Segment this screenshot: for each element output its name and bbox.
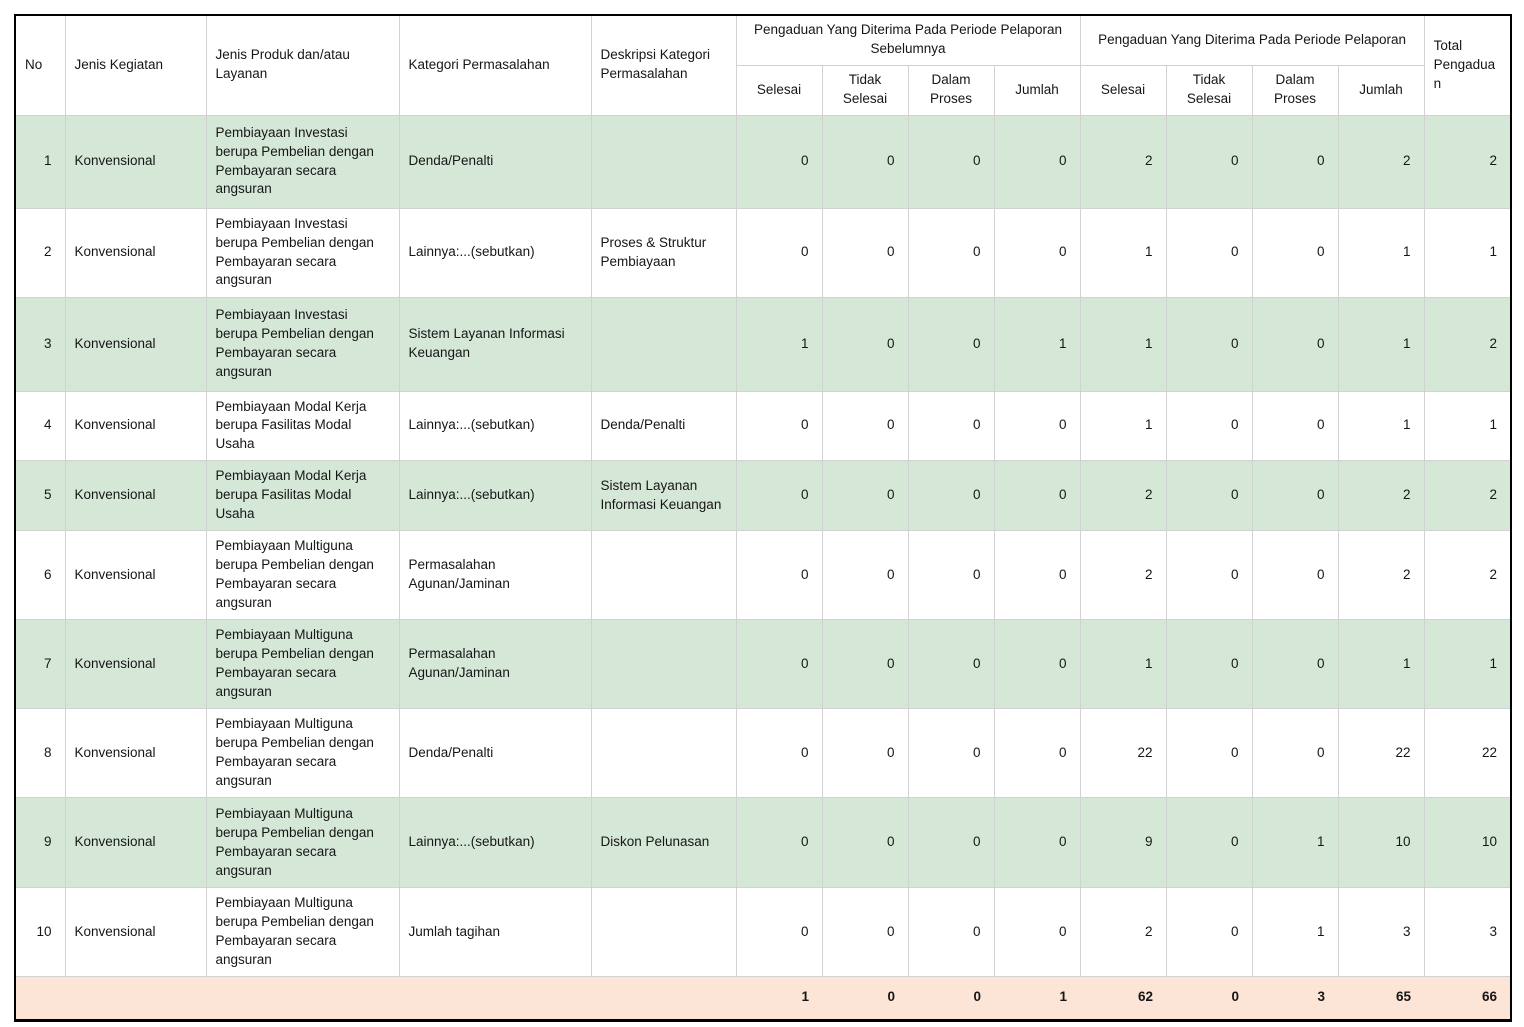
cell-curr-jumlah: 3	[1338, 888, 1424, 977]
col-header-prev-selesai: Selesai	[736, 65, 822, 115]
cell-prev-tidak-selesai: 0	[822, 531, 908, 620]
cell-curr-jumlah: 1	[1338, 620, 1424, 709]
cell-kategori: Denda/Penalti	[399, 115, 591, 208]
cell-kategori: Sistem Layanan Informasi Keuangan	[399, 297, 591, 391]
cell-total: 1	[1424, 391, 1511, 461]
cell-prev-jumlah: 0	[994, 391, 1080, 461]
cell-curr-tidak-selesai: 0	[1166, 391, 1252, 461]
cell-jenis-kegiatan: Konvensional	[65, 709, 206, 798]
cell-no: 4	[15, 391, 65, 461]
cell-kategori: Lainnya:...(sebutkan)	[399, 391, 591, 461]
cell-curr-jumlah: 1	[1338, 391, 1424, 461]
cell-prev-tidak-selesai: 0	[822, 709, 908, 798]
cell-curr-jumlah: 1	[1338, 208, 1424, 297]
cell-jenis-kegiatan: Konvensional	[65, 798, 206, 888]
cell-curr-selesai: 2	[1080, 115, 1166, 208]
cell-prev-jumlah: 1	[994, 297, 1080, 391]
total-curr-selesai: 62	[1080, 976, 1166, 1020]
col-header-total-pengaduan: Total Pengaduan	[1424, 15, 1511, 115]
cell-no: 3	[15, 297, 65, 391]
cell-curr-tidak-selesai: 0	[1166, 297, 1252, 391]
col-group-periode-pelaporan: Pengaduan Yang Diterima Pada Periode Pelaporan	[1080, 15, 1424, 65]
cell-kategori: Jumlah tagihan	[399, 888, 591, 977]
cell-prev-dalam-proses: 0	[908, 391, 994, 461]
cell-total: 3	[1424, 888, 1511, 977]
cell-prev-dalam-proses: 0	[908, 620, 994, 709]
col-header-no: No	[15, 15, 65, 115]
col-header-deskripsi: Deskripsi Kategori Permasalahan	[591, 15, 736, 115]
cell-total: 1	[1424, 620, 1511, 709]
cell-jenis-produk: Pembiayaan Multiguna berupa Pembelian dengan Pembayaran secara angsuran	[206, 620, 399, 709]
cell-prev-selesai: 1	[736, 297, 822, 391]
cell-deskripsi: Proses & Struktur Pembiayaan	[591, 208, 736, 297]
cell-total: 10	[1424, 798, 1511, 888]
col-header-curr-jumlah: Jumlah	[1338, 65, 1424, 115]
cell-curr-jumlah: 1	[1338, 297, 1424, 391]
cell-curr-dalam-proses: 0	[1252, 709, 1338, 798]
cell-curr-tidak-selesai: 0	[1166, 115, 1252, 208]
cell-prev-tidak-selesai: 0	[822, 461, 908, 531]
col-header-prev-dalam-proses: Dalam Proses	[908, 65, 994, 115]
cell-prev-dalam-proses: 0	[908, 208, 994, 297]
cell-prev-tidak-selesai: 0	[822, 888, 908, 977]
cell-curr-selesai: 2	[1080, 461, 1166, 531]
cell-prev-selesai: 0	[736, 115, 822, 208]
cell-deskripsi: Diskon Pelunasan	[591, 798, 736, 888]
cell-prev-tidak-selesai: 0	[822, 297, 908, 391]
cell-curr-jumlah: 2	[1338, 461, 1424, 531]
cell-no: 2	[15, 208, 65, 297]
col-header-jenis-produk: Jenis Produk dan/atau Layanan	[206, 15, 399, 115]
cell-prev-tidak-selesai: 0	[822, 208, 908, 297]
cell-total: 22	[1424, 709, 1511, 798]
cell-prev-jumlah: 0	[994, 798, 1080, 888]
cell-prev-tidak-selesai: 0	[822, 798, 908, 888]
cell-prev-dalam-proses: 0	[908, 798, 994, 888]
cell-curr-dalam-proses: 0	[1252, 208, 1338, 297]
cell-prev-selesai: 0	[736, 620, 822, 709]
total-curr-tidak-selesai: 0	[1166, 976, 1252, 1020]
total-grand: 66	[1424, 976, 1511, 1020]
cell-total: 2	[1424, 115, 1511, 208]
cell-jenis-produk: Pembiayaan Modal Kerja berupa Fasilitas Modal Usaha	[206, 391, 399, 461]
cell-curr-jumlah: 10	[1338, 798, 1424, 888]
col-header-kategori: Kategori Permasalahan	[399, 15, 591, 115]
cell-curr-tidak-selesai: 0	[1166, 709, 1252, 798]
cell-deskripsi	[591, 620, 736, 709]
cell-prev-dalam-proses: 0	[908, 297, 994, 391]
total-curr-dalam-proses: 3	[1252, 976, 1338, 1020]
cell-kategori: Lainnya:...(sebutkan)	[399, 461, 591, 531]
cell-curr-dalam-proses: 0	[1252, 391, 1338, 461]
cell-prev-selesai: 0	[736, 461, 822, 531]
cell-jenis-kegiatan: Konvensional	[65, 888, 206, 977]
cell-curr-selesai: 1	[1080, 297, 1166, 391]
table-row	[15, 391, 1511, 461]
cell-prev-tidak-selesai: 0	[822, 620, 908, 709]
col-header-curr-selesai: Selesai	[1080, 65, 1166, 115]
cell-prev-selesai: 0	[736, 709, 822, 798]
cell-jenis-produk: Pembiayaan Investasi berupa Pembelian dengan Pembayaran secara angsuran	[206, 115, 399, 208]
cell-jenis-produk: Pembiayaan Investasi berupa Pembelian dengan Pembayaran secara angsuran	[206, 208, 399, 297]
cell-curr-dalam-proses: 1	[1252, 798, 1338, 888]
cell-curr-dalam-proses: 0	[1252, 297, 1338, 391]
table-row	[15, 531, 1511, 620]
table-row	[15, 297, 1511, 391]
total-curr-jumlah: 65	[1338, 976, 1424, 1020]
total-prev-jumlah: 1	[994, 976, 1080, 1020]
cell-jenis-kegiatan: Konvensional	[65, 391, 206, 461]
cell-jenis-produk: Pembiayaan Multiguna berupa Pembelian dengan Pembayaran secara angsuran	[206, 798, 399, 888]
cell-prev-dalam-proses: 0	[908, 115, 994, 208]
cell-curr-jumlah: 2	[1338, 531, 1424, 620]
cell-prev-jumlah: 0	[994, 461, 1080, 531]
cell-prev-jumlah: 0	[994, 709, 1080, 798]
cell-prev-selesai: 0	[736, 391, 822, 461]
cell-deskripsi	[591, 115, 736, 208]
cell-prev-jumlah: 0	[994, 620, 1080, 709]
col-header-curr-tidak-selesai: Tidak Selesai	[1166, 65, 1252, 115]
cell-jenis-produk: Pembiayaan Multiguna berupa Pembelian dengan Pembayaran secara angsuran	[206, 531, 399, 620]
cell-curr-tidak-selesai: 0	[1166, 208, 1252, 297]
cell-no: 5	[15, 461, 65, 531]
cell-no: 1	[15, 115, 65, 208]
cell-jenis-kegiatan: Konvensional	[65, 115, 206, 208]
cell-prev-tidak-selesai: 0	[822, 115, 908, 208]
cell-curr-jumlah: 22	[1338, 709, 1424, 798]
total-prev-dalam-proses: 0	[908, 976, 994, 1020]
cell-deskripsi: Sistem Layanan Informasi Keuangan	[591, 461, 736, 531]
cell-prev-dalam-proses: 0	[908, 531, 994, 620]
cell-no: 6	[15, 531, 65, 620]
cell-prev-tidak-selesai: 0	[822, 391, 908, 461]
cell-deskripsi	[591, 709, 736, 798]
cell-jenis-kegiatan: Konvensional	[65, 531, 206, 620]
cell-deskripsi: Denda/Penalti	[591, 391, 736, 461]
cell-prev-jumlah: 0	[994, 888, 1080, 977]
cell-jenis-kegiatan: Konvensional	[65, 208, 206, 297]
cell-prev-selesai: 0	[736, 531, 822, 620]
cell-prev-jumlah: 0	[994, 531, 1080, 620]
cell-curr-jumlah: 2	[1338, 115, 1424, 208]
cell-deskripsi	[591, 888, 736, 977]
cell-jenis-kegiatan: Konvensional	[65, 297, 206, 391]
table-row	[15, 620, 1511, 709]
cell-total: 2	[1424, 531, 1511, 620]
table-row	[15, 888, 1511, 977]
cell-kategori: Permasalahan Agunan/Jaminan	[399, 620, 591, 709]
cell-no: 7	[15, 620, 65, 709]
table-row	[15, 208, 1511, 297]
cell-curr-tidak-selesai: 0	[1166, 798, 1252, 888]
cell-curr-tidak-selesai: 0	[1166, 888, 1252, 977]
cell-curr-dalam-proses: 0	[1252, 461, 1338, 531]
cell-prev-dalam-proses: 0	[908, 461, 994, 531]
table-row	[15, 461, 1511, 531]
col-header-prev-tidak-selesai: Tidak Selesai	[822, 65, 908, 115]
col-group-periode-sebelumnya: Pengaduan Yang Diterima Pada Periode Pelaporan Sebelumnya	[736, 15, 1080, 65]
cell-prev-jumlah: 0	[994, 115, 1080, 208]
cell-prev-selesai: 0	[736, 798, 822, 888]
cell-curr-selesai: 1	[1080, 620, 1166, 709]
cell-kategori: Permasalahan Agunan/Jaminan	[399, 531, 591, 620]
cell-prev-dalam-proses: 0	[908, 709, 994, 798]
cell-total: 1	[1424, 208, 1511, 297]
cell-curr-selesai: 1	[1080, 208, 1166, 297]
cell-prev-selesai: 0	[736, 888, 822, 977]
col-header-prev-jumlah: Jumlah	[994, 65, 1080, 115]
cell-jenis-produk: Pembiayaan Multiguna berupa Pembelian dengan Pembayaran secara angsuran	[206, 888, 399, 977]
cell-total: 2	[1424, 461, 1511, 531]
cell-curr-tidak-selesai: 0	[1166, 531, 1252, 620]
table-row	[15, 709, 1511, 798]
cell-prev-jumlah: 0	[994, 208, 1080, 297]
cell-no: 10	[15, 888, 65, 977]
col-header-curr-dalam-proses: Dalam Proses	[1252, 65, 1338, 115]
cell-no: 9	[15, 798, 65, 888]
table-row	[15, 115, 1511, 208]
cell-prev-dalam-proses: 0	[908, 888, 994, 977]
cell-jenis-kegiatan: Konvensional	[65, 620, 206, 709]
cell-jenis-produk: Pembiayaan Investasi berupa Pembelian dengan Pembayaran secara angsuran	[206, 297, 399, 391]
cell-curr-tidak-selesai: 0	[1166, 461, 1252, 531]
cell-curr-dalam-proses: 0	[1252, 531, 1338, 620]
cell-jenis-produk: Pembiayaan Multiguna berupa Pembelian dengan Pembayaran secara angsuran	[206, 709, 399, 798]
cell-kategori: Lainnya:...(sebutkan)	[399, 208, 591, 297]
cell-curr-selesai: 2	[1080, 531, 1166, 620]
cell-curr-selesai: 1	[1080, 391, 1166, 461]
total-row	[15, 976, 1511, 1020]
cell-deskripsi	[591, 297, 736, 391]
cell-no: 8	[15, 709, 65, 798]
total-prev-selesai: 1	[736, 976, 822, 1020]
cell-deskripsi	[591, 531, 736, 620]
cell-jenis-kegiatan: Konvensional	[65, 461, 206, 531]
cell-curr-selesai: 22	[1080, 709, 1166, 798]
cell-prev-selesai: 0	[736, 208, 822, 297]
cell-curr-selesai: 2	[1080, 888, 1166, 977]
total-row-spacer	[15, 976, 736, 1020]
cell-curr-dalam-proses: 0	[1252, 115, 1338, 208]
cell-curr-tidak-selesai: 0	[1166, 620, 1252, 709]
cell-curr-dalam-proses: 0	[1252, 620, 1338, 709]
table-row	[15, 798, 1511, 888]
col-header-jenis-kegiatan: Jenis Kegiatan	[65, 15, 206, 115]
cell-kategori: Lainnya:...(sebutkan)	[399, 798, 591, 888]
cell-curr-selesai: 9	[1080, 798, 1166, 888]
cell-jenis-produk: Pembiayaan Modal Kerja berupa Fasilitas Modal Usaha	[206, 461, 399, 531]
total-prev-tidak-selesai: 0	[822, 976, 908, 1020]
cell-total: 2	[1424, 297, 1511, 391]
cell-curr-dalam-proses: 1	[1252, 888, 1338, 977]
complaints-table	[14, 14, 1512, 1022]
cell-kategori: Denda/Penalti	[399, 709, 591, 798]
